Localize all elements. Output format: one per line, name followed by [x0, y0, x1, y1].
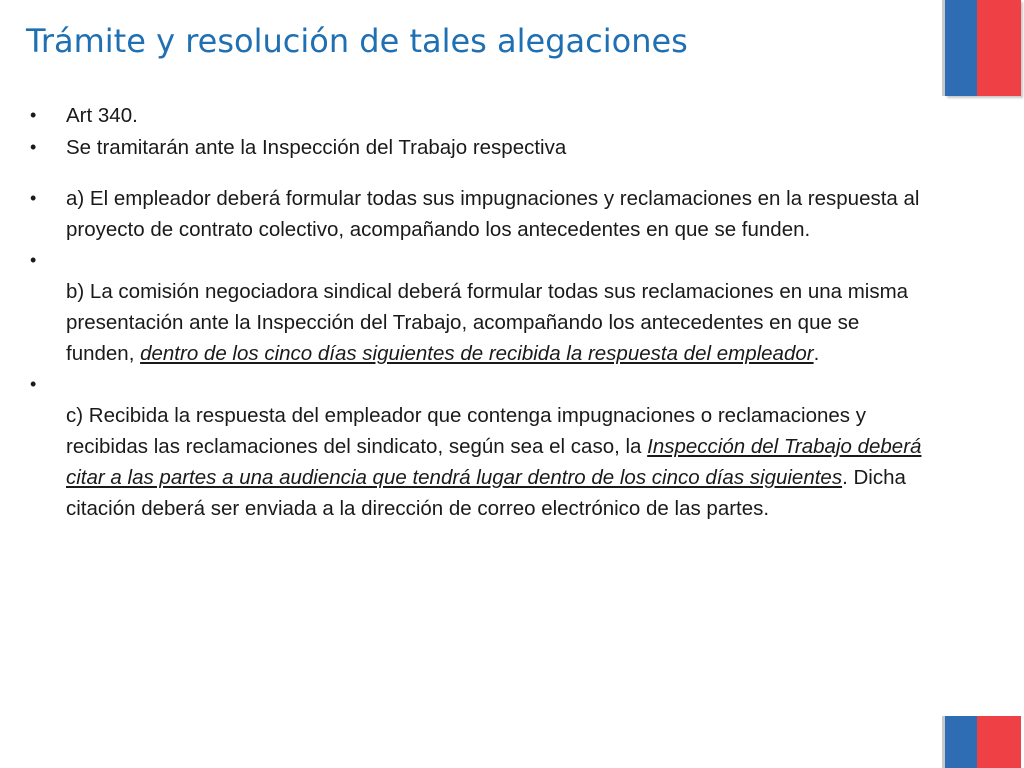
flag-decoration-bottom	[945, 716, 1021, 768]
item-b-emphasis: dentro de los cinco días siguientes de recibida la respuesta del empleador	[140, 342, 814, 365]
flag-decoration-top	[945, 0, 1021, 96]
item-c-post: . Dicha citación deberá ser enviada a la dirección de correo electrónico de las partes.	[66, 466, 906, 520]
bullet-item-art	[30, 100, 930, 131]
item-c-emphasis: Inspección del Trabajo deberá citar a las partes a una audiencia que tendrá lugar dentro de los cinco días siguientes	[66, 435, 922, 489]
bullet-item-b	[30, 245, 930, 369]
bullet-item-c	[30, 369, 930, 524]
bullet-icon: •	[30, 137, 37, 157]
tramitacion-text: Se tramitarán ante la Inspección del Trabajo respectiva	[66, 136, 567, 159]
slide-title: Trámite y resolución de tales alegaciones	[26, 22, 688, 60]
article-number: Art 340.	[66, 104, 138, 127]
bullet-icon: •	[30, 250, 37, 270]
bullet-icon: •	[30, 105, 37, 125]
bullet-item-tramitacion	[30, 132, 930, 163]
bullet-item-a	[30, 183, 930, 245]
item-c-text	[66, 369, 930, 524]
bullet-icon: •	[30, 374, 37, 394]
bullet-icon: •	[30, 188, 37, 208]
slide-body	[30, 100, 930, 524]
item-c-pre: c) Recibida la respuesta del empleador que contenga impugnaciones o reclamaciones y recibidas las reclamaciones del sindicato, según sea el caso, la	[66, 404, 866, 458]
item-a-text: a) El empleador deberá formular todas sus impugnaciones y reclamaciones en la respuesta al proyecto de contrato colectivo, acompañando los antecedentes en que se funden.	[66, 187, 920, 241]
item-b-pre: b) La comisión negociadora sindical deberá formular todas sus reclamaciones en una misma presentación ante la Inspección del Trabajo, acompañando los antecedentes en que se funden,	[66, 280, 909, 365]
item-b-post: .	[813, 342, 820, 365]
item-b-text	[66, 245, 930, 369]
